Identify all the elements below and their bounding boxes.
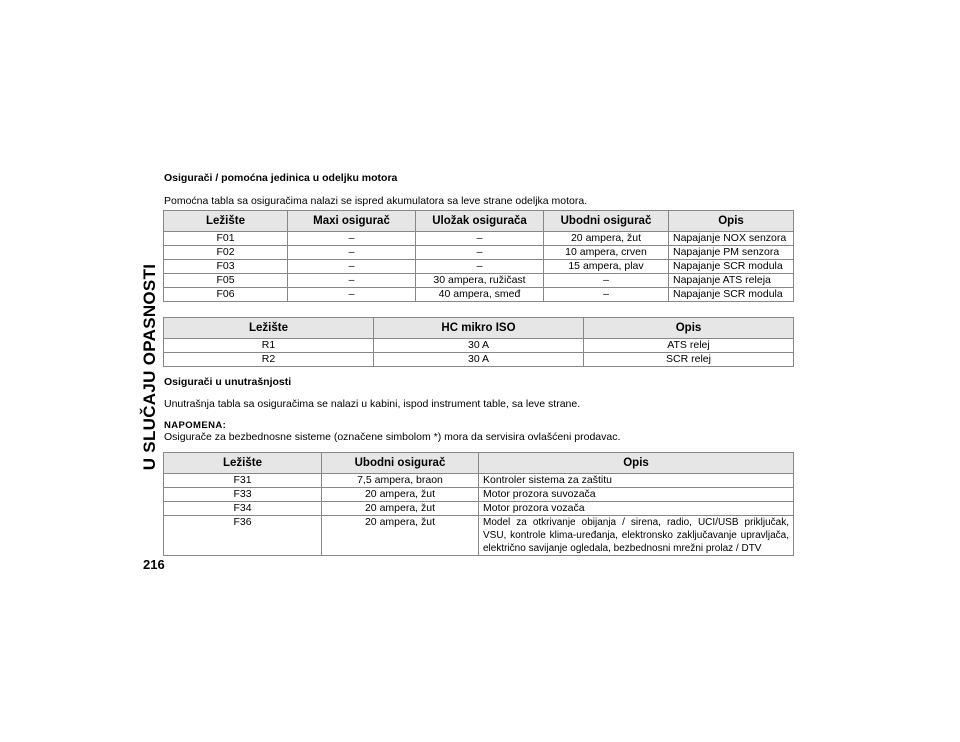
table-cell: Kontroler sistema za zaštitu	[479, 474, 794, 488]
table-cell: –	[544, 274, 669, 288]
table-cell: F02	[164, 246, 288, 260]
table-cell: –	[288, 274, 416, 288]
table-row	[164, 260, 794, 274]
table-cell: F34	[164, 502, 322, 516]
table-cell: R2	[164, 353, 374, 367]
table-cell: Napajanje SCR modula	[669, 260, 794, 274]
table-cell: –	[416, 260, 544, 274]
column-header: Uložak osigurača	[416, 211, 544, 232]
table-cell: Napajanje ATS releja	[669, 274, 794, 288]
engine-fuse-table	[163, 210, 794, 302]
table-cell: 20 ampera, žut	[322, 488, 479, 502]
table-cell: 15 ampera, plav	[544, 260, 669, 274]
table-cell: F33	[164, 488, 322, 502]
table-cell: F06	[164, 288, 288, 302]
table-cell: 30 ampera, ružičast	[416, 274, 544, 288]
interior-fuse-table	[163, 452, 794, 556]
table-header-row	[164, 211, 794, 232]
table-cell: SCR relej	[584, 353, 794, 367]
relay-table	[163, 317, 794, 367]
column-header: Ubodni osigurač	[322, 453, 479, 474]
section-heading-engine-fuses: Osigurači / pomoćna jedinica u odeljku motora	[164, 172, 398, 184]
section-paragraph-interior-fuses: Unutrašnja tabla sa osiguračima se nalazi u kabini, ispod instrument table, sa leve strane.	[164, 398, 581, 410]
table-cell: –	[416, 232, 544, 246]
table-cell: 20 ampera, žut	[544, 232, 669, 246]
column-header: Opis	[669, 211, 794, 232]
table-cell: –	[544, 288, 669, 302]
table-cell: Motor prozora vozača	[479, 502, 794, 516]
note-text: Osigurače za bezbednosne sisteme (označene simbolom *) mora da servisira ovlašćeni prodavac.	[164, 431, 621, 443]
table-row	[164, 274, 794, 288]
column-header: Opis	[479, 453, 794, 474]
table-cell: 30 A	[374, 339, 584, 353]
table-cell: 20 ampera, žut	[322, 516, 479, 556]
page-number: 216	[143, 557, 165, 572]
table-cell: ATS relej	[584, 339, 794, 353]
table-cell: F31	[164, 474, 322, 488]
table-cell: F05	[164, 274, 288, 288]
column-header: Maxi osigurač	[288, 211, 416, 232]
table-cell: 30 A	[374, 353, 584, 367]
table-cell: 7,5 ampera, braon	[322, 474, 479, 488]
chapter-side-title-text: U SLUČAJU OPASNOSTI	[140, 263, 159, 471]
column-header: Ubodni osigurač	[544, 211, 669, 232]
column-header: Opis	[584, 318, 794, 339]
table-cell: Napajanje SCR modula	[669, 288, 794, 302]
table-cell: R1	[164, 339, 374, 353]
section-heading-interior-fuses: Osigurači u unutrašnjosti	[164, 376, 292, 388]
column-header: HC mikro ISO	[374, 318, 584, 339]
table-row	[164, 288, 794, 302]
table-cell: –	[416, 246, 544, 260]
table-row	[164, 339, 794, 353]
table-cell: F01	[164, 232, 288, 246]
note-label: NAPOMENA:	[164, 420, 227, 431]
table-cell: 10 ampera, crven	[544, 246, 669, 260]
table-cell: Napajanje NOX senzora	[669, 232, 794, 246]
table-header-row	[164, 453, 794, 474]
table-cell: –	[288, 288, 416, 302]
table-cell: F36	[164, 516, 322, 556]
column-header: Ležište	[164, 211, 288, 232]
section-paragraph-engine-fuses: Pomoćna tabla sa osiguračima nalazi se ispred akumulatora sa leve strane odeljka motora.	[164, 195, 588, 207]
table-row	[164, 232, 794, 246]
table-row	[164, 516, 794, 556]
table-row	[164, 502, 794, 516]
column-header: Ležište	[164, 318, 374, 339]
table-row	[164, 474, 794, 488]
table-cell: –	[288, 246, 416, 260]
table-cell: F03	[164, 260, 288, 274]
table-cell: Napajanje PM senzora	[669, 246, 794, 260]
table-row	[164, 353, 794, 367]
table-cell: Motor prozora suvozača	[479, 488, 794, 502]
table-header-row	[164, 318, 794, 339]
table-cell: –	[288, 232, 416, 246]
table-cell: Model za otkrivanje obijanja / sirena, radio, UCI/USB priključak, VSU, kontrole klima-uređanja, elektronsko zaključavanje upravljača, električno savijanje ogledala, bezbednosni mrežni prolaz / DTV	[479, 516, 794, 556]
table-row	[164, 246, 794, 260]
chapter-side-title	[138, 172, 162, 562]
table-row	[164, 488, 794, 502]
table-cell: 40 ampera, smeđ	[416, 288, 544, 302]
table-cell: –	[288, 260, 416, 274]
column-header: Ležište	[164, 453, 322, 474]
table-cell: 20 ampera, žut	[322, 502, 479, 516]
